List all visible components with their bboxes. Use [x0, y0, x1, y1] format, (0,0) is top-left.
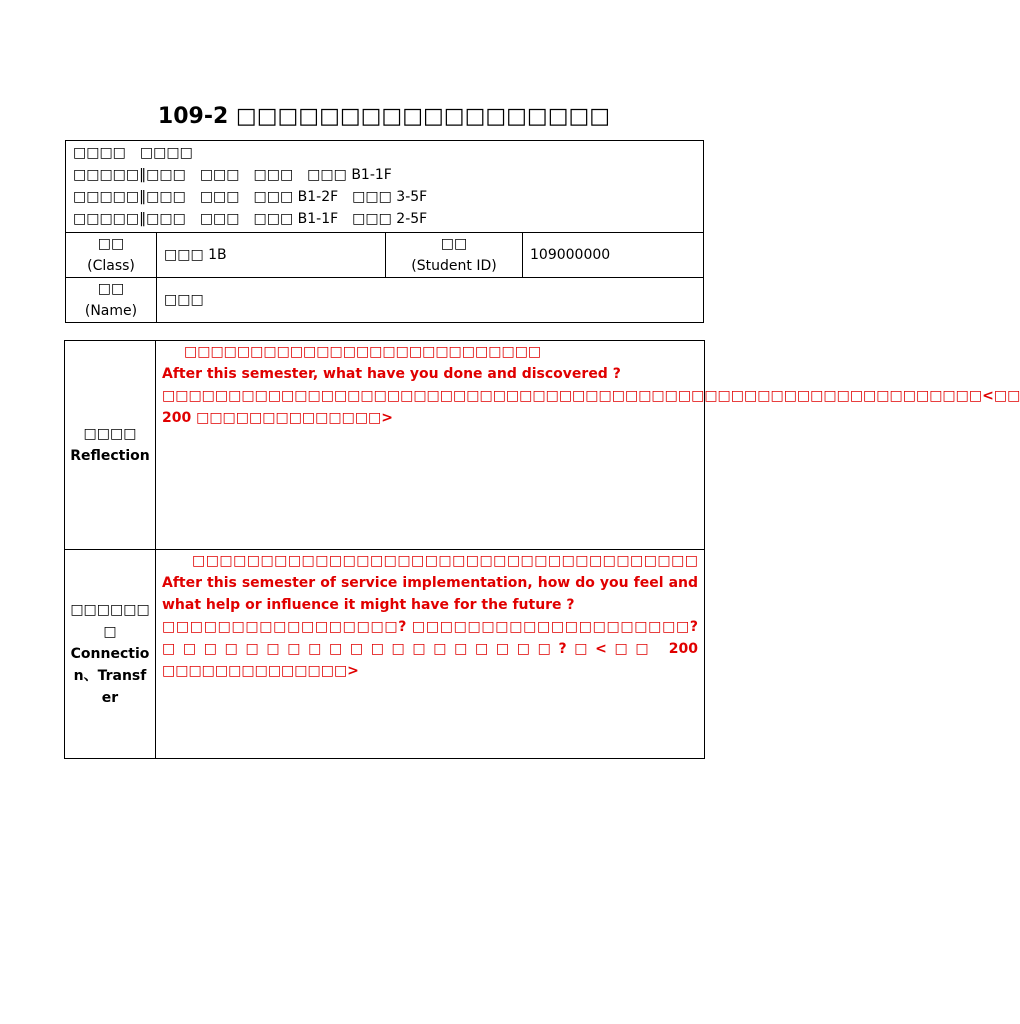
reflection-label-en: Reflection: [70, 448, 150, 464]
reflection-label-cn: □□□□: [83, 426, 137, 442]
connection-prompt-cn: □□□□□□□□□□□□□□□□□□□□□□□□□□□□□□□□□□□□□: [192, 553, 698, 569]
student-id-label-en: (Student ID): [411, 258, 497, 274]
name-label: [66, 278, 157, 323]
student-id-label: [386, 233, 523, 278]
student-id-label-cn: □□: [440, 236, 468, 252]
connection-prompt: [162, 550, 698, 616]
connection-label: [65, 550, 156, 759]
connection-label-en: Connection、Transfer: [70, 646, 150, 706]
connection-prompt-en: After this semester of service implementation, how do you feel and what help or influence it might have for the future ?: [162, 575, 698, 613]
student-id-value[interactable]: 109000000: [523, 233, 704, 278]
class-label-en: (Class): [87, 258, 135, 274]
reflection-label: [65, 341, 156, 550]
connection-answer-area[interactable]: [156, 550, 705, 759]
option-line-2[interactable]: □□□□□‖□□□ □□□ □□□ □□□ B1-1F: [73, 167, 392, 183]
student-info-table: [65, 140, 704, 323]
options-row: [66, 141, 704, 233]
reflection-answer-area[interactable]: [156, 341, 1020, 550]
reflection-row: [65, 341, 705, 550]
connection-row: [65, 550, 705, 759]
page-title: 109-2 □□□□□□□□□□□□□□□□□□: [157, 104, 611, 129]
class-value[interactable]: □□□ 1B: [157, 233, 386, 278]
reflection-prompt-cn: □□□□□□□□□□□□□□□□□□□□□□□□□□□: [184, 344, 542, 360]
name-label-cn: □□: [97, 281, 125, 297]
option-line-3[interactable]: □□□□□‖□□□ □□□ □□□ B1-2F □□□ 3-5F: [73, 189, 428, 205]
class-id-row: [66, 233, 704, 278]
option-line-1[interactable]: □□□□ □□□□: [73, 145, 193, 161]
reflection-prompt-en: After this semester, what have you done and discovered ?: [162, 366, 621, 382]
options-cell: [66, 141, 704, 233]
class-label-cn: □□: [97, 236, 125, 252]
name-label-en: (Name): [84, 303, 138, 319]
connection-instructions: □□□□□□□□□□□□□□□□□? □□□□□□□□□□□□□□□□□□□□? □□□□□□□□□□□□□□□□□□□?□<□□ 200 □□□□□□□□□□□□□□>: [162, 619, 698, 679]
reflection-table: [64, 340, 1020, 759]
connection-label-cn: □□□□□□□: [70, 602, 150, 640]
name-row: [66, 278, 704, 323]
class-label: [66, 233, 157, 278]
option-line-4[interactable]: □□□□□‖□□□ □□□ □□□ B1-1F □□□ 2-5F: [73, 211, 428, 227]
reflection-instructions: □□□□□□□□□□□□□□□□□□□□□□□□□□□□□□□□□□□□□□□□□□□□□□□□□□□□□□□□□□□□□□<□□ 200 □□□□□□□□□□□□□□>: [162, 388, 1020, 426]
name-value[interactable]: □□□: [157, 278, 704, 323]
